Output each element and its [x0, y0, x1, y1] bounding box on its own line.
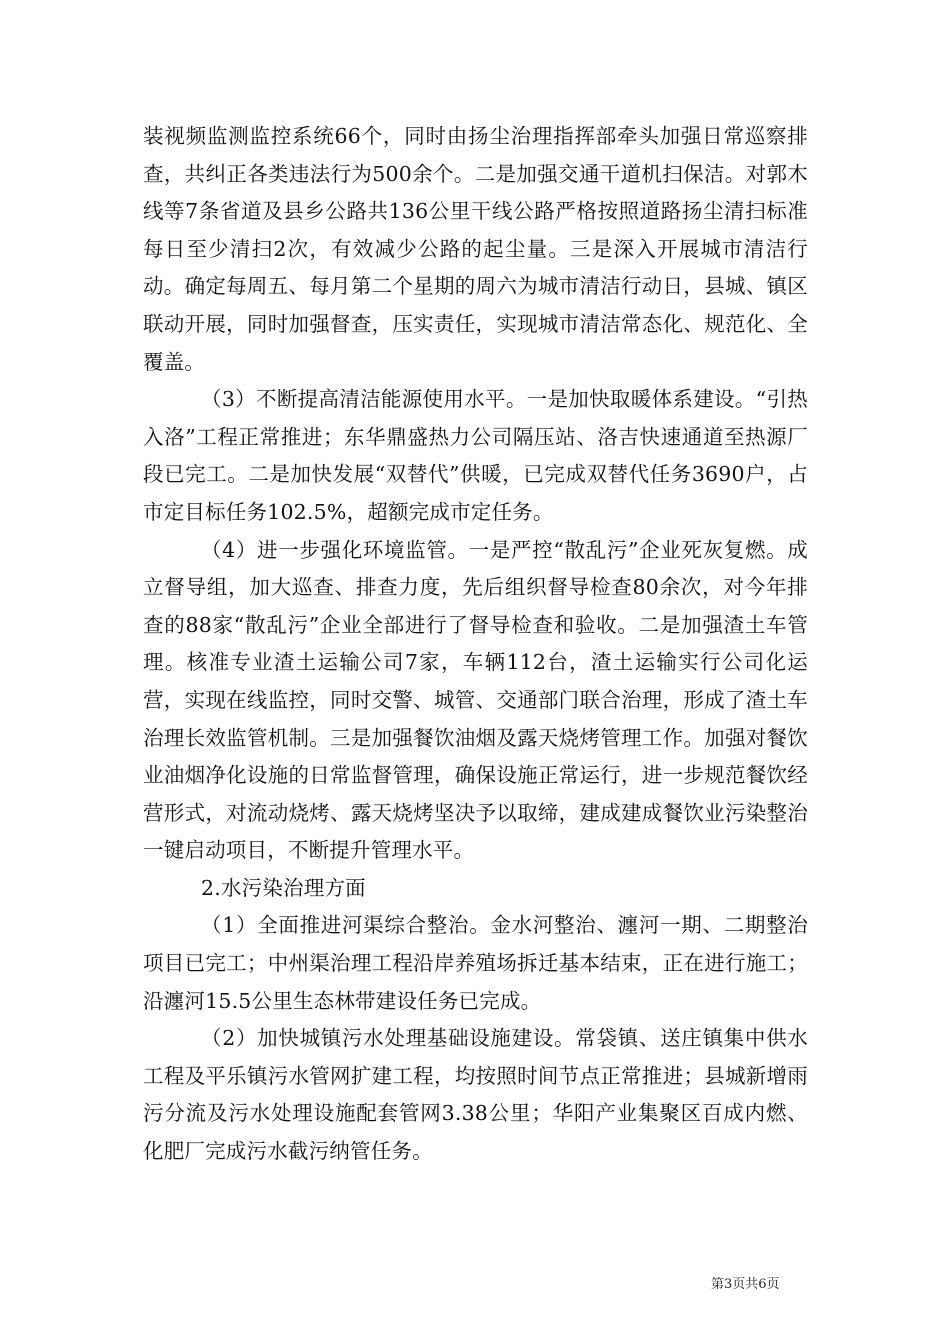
section-heading-water-pollution: 2.水污染治理方面 — [201, 875, 366, 900]
paragraph-continuation: 装视频监测监控系统66个，同时由扬尘治理指挥部牵头加强日常巡察排查，共纠正各类违法行为500余个。二是加强交通干道机扫保洁。对郭木线等7条省道及县乡公路共136公里干线公路严格按照道路扬尘清扫标准每日至少清扫2次，有效减少公路的起尘量。三是深入开展城市清洁行动。确定每周五、每月第二个星期的周六为城市清洁行动日，县城、镇区联动开展，同时加强督查，压实责任，实现城市清洁常态化、规范化、全覆盖。 — [143, 124, 808, 374]
document-body — [143, 118, 808, 1171]
paragraph-clean-energy: （3）不断提高清洁能源使用水平。一是加快取暖体系建设。“引热入洛”工程正常推进；东华鼎盛热力公司隔压站、洛吉快速通道至热源厂段已完工。二是加快发展“双替代”供暖，已完成双替代任务3690户，占市定目标任务102.5%，超额完成市定任务。 — [143, 387, 808, 524]
paragraph-river-remediation: （1）全面推进河渠综合整治。金水河整治、瀍河一期、二期整治项目已完工；中州渠治理工程沿岸养殖场拆迁基本结束，正在进行施工；沿瀍河15.5公里生态林带建设任务已完成。 — [143, 913, 808, 1013]
paragraph-sewage-infrastructure: （2）加快城镇污水处理基础设施建设。常袋镇、送庄镇集中供水工程及平乐镇污水管网扩建工程，均按照时间节点正常推进；县城新增雨污分流及污水处理设施配套管网3.38公里；华阳产业集聚区百成内燃、化肥厂完成污水截污纳管任务。 — [143, 1026, 808, 1164]
page-number: 第3页共6页 — [711, 1277, 780, 1292]
paragraph-environment-supervision: （4）进一步强化环境监管。一是严控“散乱污”企业死灰复燃。成立督导组，加大巡查、排查力度，先后组织督导检查80余次，对今年排查的88家“散乱污”企业全部进行了督导检查和验收。二是加强渣土车管理。核准专业渣土运输公司7家，车辆112台，渣土运输实行公司化运营，实现在线监控，同时交警、城管、交通部门联合治理，形成了渣土车治理长效监管机制。三是加强餐饮油烟及露天烧烤管理工作。加强对餐饮业油烟净化设施的日常监督管理，确保设施正常运行，进一步规范餐饮经营形式，对流动烧烤、露天烧烤坚决予以取缔，建成建成餐饮业污染整治一键启动项目，不断提升管理水平。 — [143, 537, 808, 863]
